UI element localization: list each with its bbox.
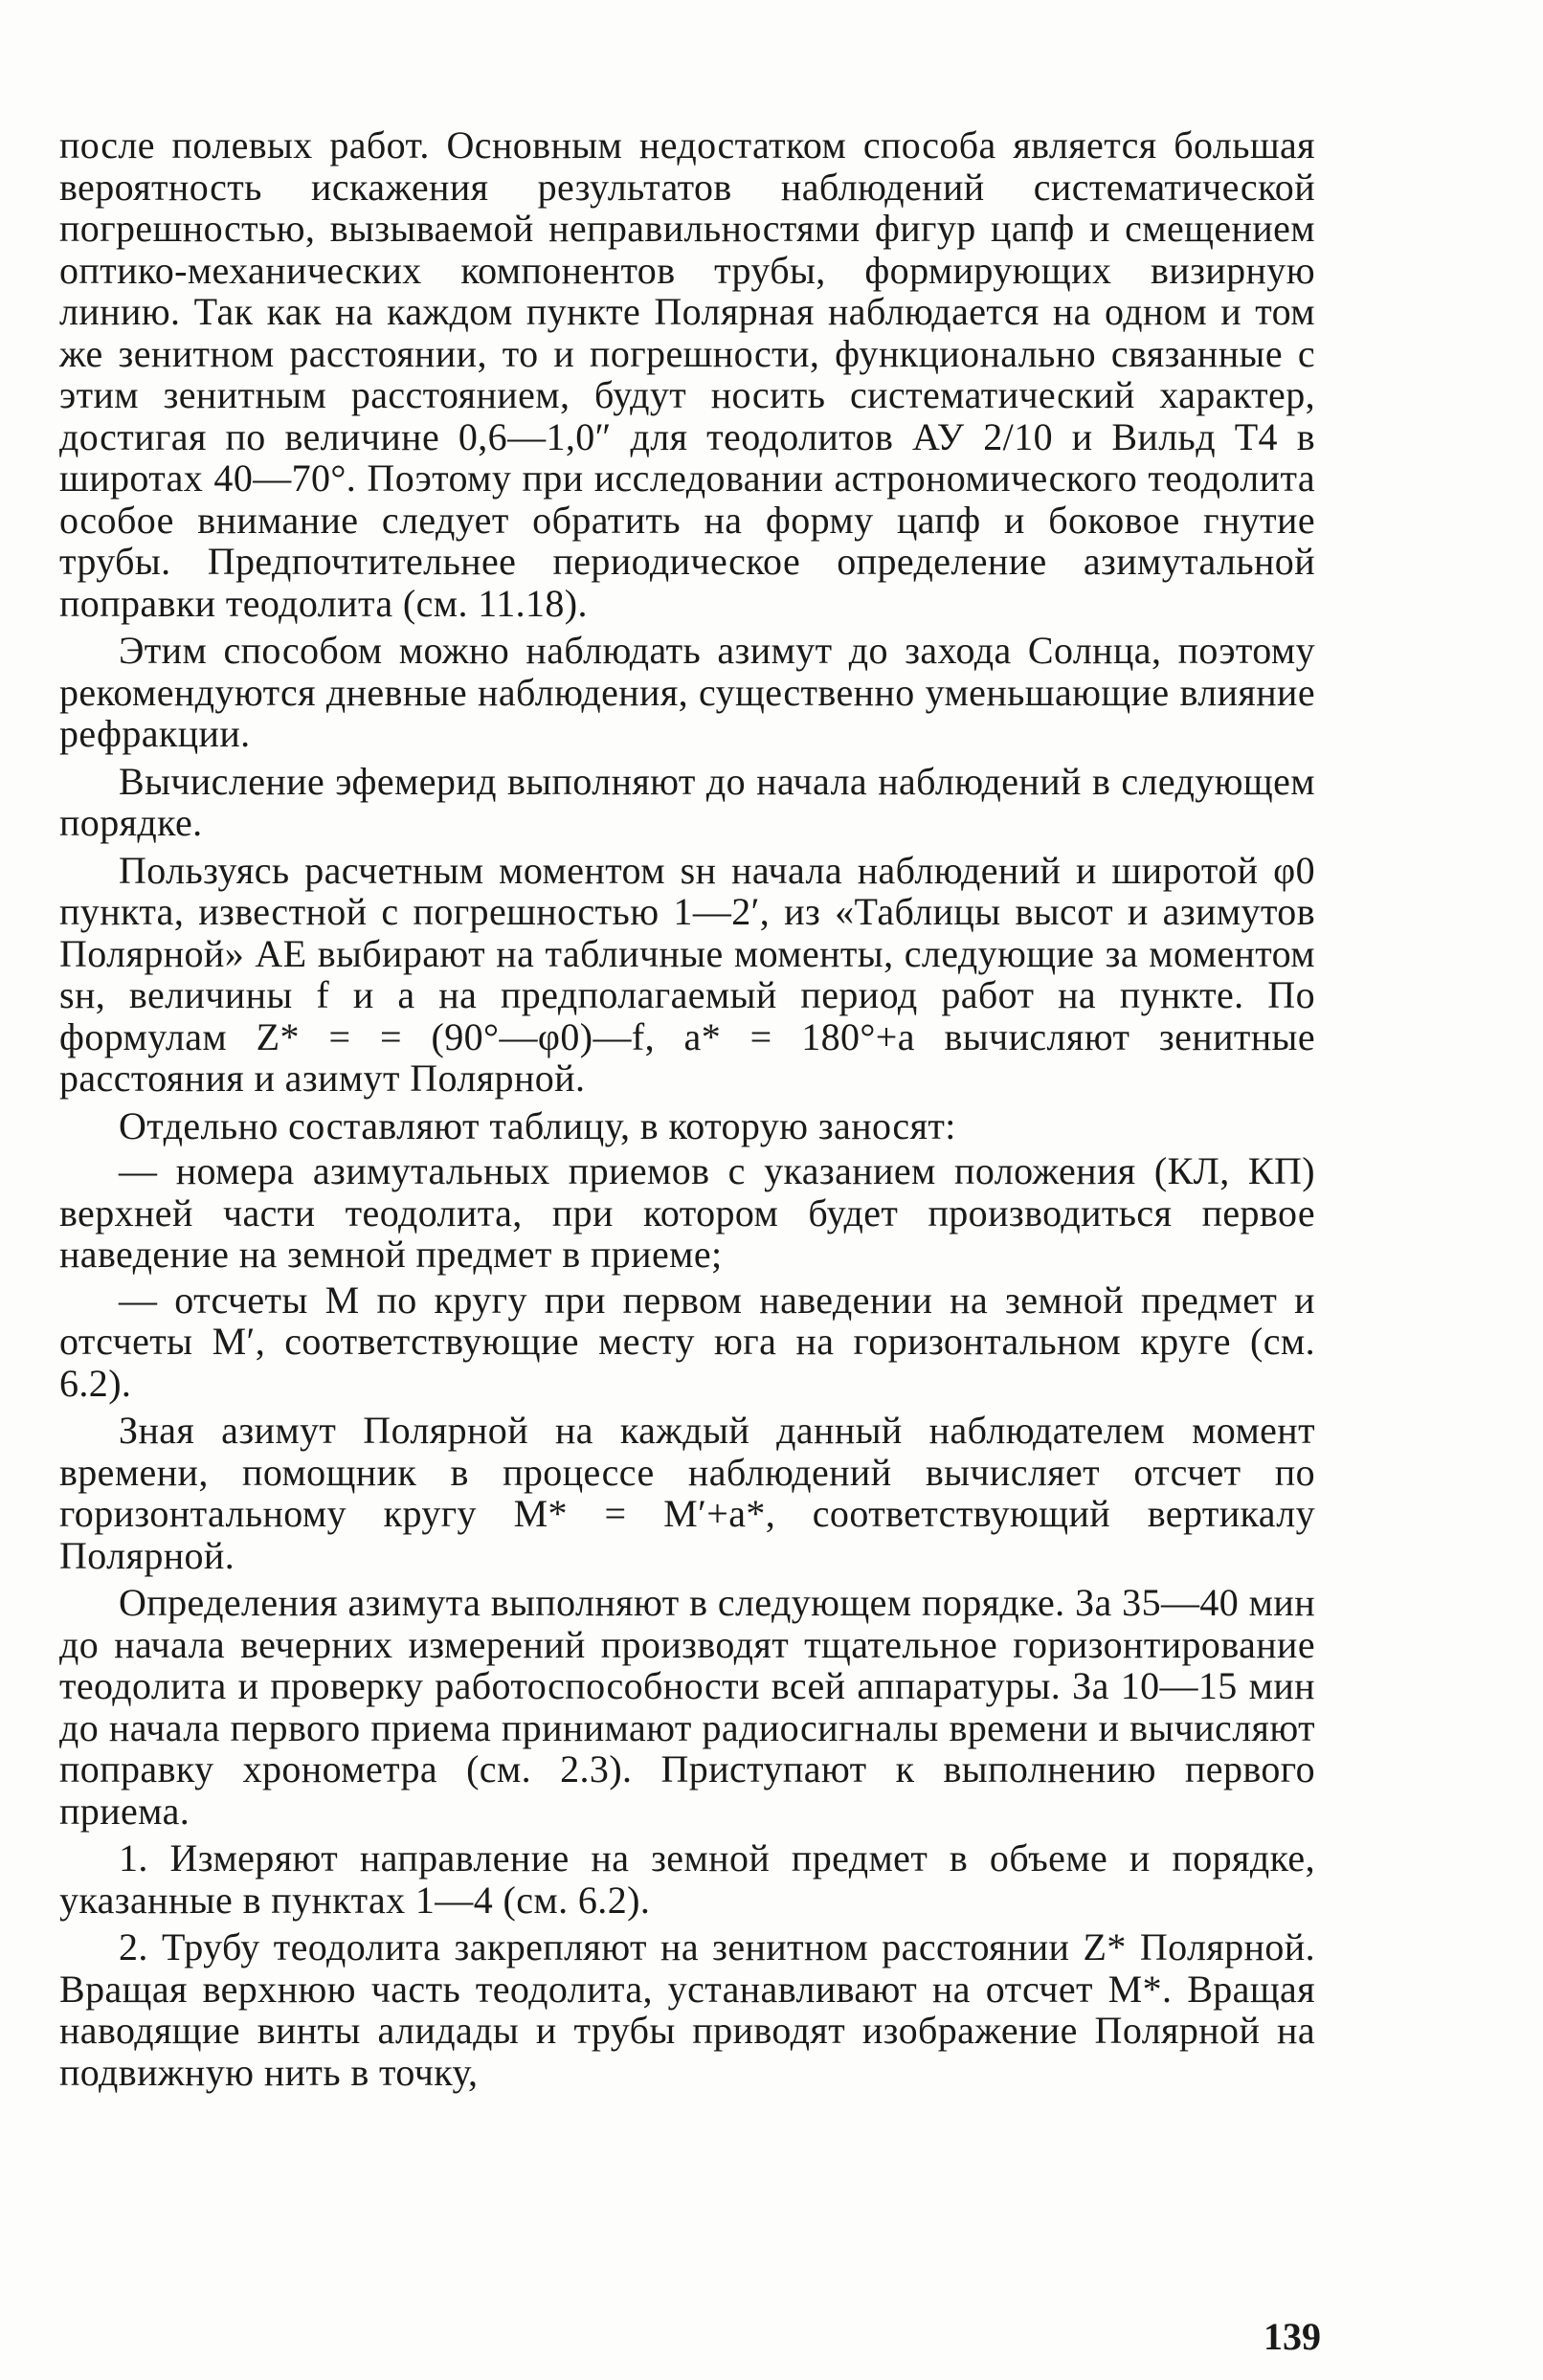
list-item-readings: — отсчеты M по кругу при первом наведении на земной предмет и отсчеты M′, соответствующие месту юга на горизонтальном круге (см. 6.2).: [59, 1278, 1315, 1405]
body-text: [59, 124, 1315, 2099]
paragraph-table-intro: Отдельно составляют таблицу, в которую заносят:: [119, 1103, 956, 1147]
paragraph-procedure: Определения азимута выполняют в следующем порядке. За 35—40 мин до начала вечерних измерений производят тщательное горизонтирование теодолита и проверку работоспособности всей аппаратуры. За 10—15 мин до начала первого приема принимают радиосигналы времени и вычисляют поправку хронометра (см. 2.3). Приступают к выполнению первого приема.: [59, 1581, 1315, 1833]
step-1: 1. Измеряют направление на земной предмет в объеме и порядке, указанные в пунктах 1—4 (см. 6.2).: [59, 1836, 1315, 1922]
paragraph-table-values: Пользуясь расчетным моментом sн начала наблюдений и широтой φ0 пункта, известной с погрешностью 1—2′, из «Таблицы высот и азимутов Полярной» АЕ выбирают на табличные моменты, следующие за моментом sн, величины f и a на предполагаемый период работ на пункте. По формулам Z* = = (90°—φ0)—f, a* = 180°+a вычисляют зенитные расстояния и азимут Полярной.: [59, 848, 1315, 1100]
paragraph-assistant: Зная азимут Полярной на каждый данный наблюдателем момент времени, помощник в процессе наблюдений вычисляет отсчет по горизонтальному кругу M* = M′+a*, соответствующий вертикалу Полярной.: [59, 1409, 1315, 1577]
list-item-reception-numbers: — номера азимутальных приемов с указанием положения (КЛ, КП) верхней части теодолита, при котором будет производиться первое наведение на земной предмет в приеме;: [59, 1149, 1315, 1276]
page-number: 139: [1263, 2315, 1321, 2358]
paragraph-sun: Этим способом можно наблюдать азимут до захода Солнца, поэтому рекомендуются дневные наблюдения, существенно уменьшающие влияние рефракции.: [59, 629, 1315, 755]
paragraph-ephemeris: Вычисление эфемерид выполняют до начала наблюдений в следующем порядке.: [59, 759, 1315, 844]
paragraph-continuation: после полевых работ. Основным недостатком способа является большая вероятность искажения результатов наблюдений систематической погрешностью, вызываемой неправильностями фигур цапф и смещением оптико-механических компонентов трубы, формирующих визирную линию. Так как на каждом пункте Полярная наблюдается на одном и том же зенитном расстоянии, то и погрешности, функционально связанные с этим зенитным расстоянием, будут носить систематический характер, достигая по величине 0,6—1,0″ для теодолитов АУ 2/10 и Вильд Т4 в широтах 40—70°. Поэтому при исследовании астрономического теодолита особое внимание следует обратить на форму цапф и боковое гнутие трубы. Предпочтительнее периодическое определение азимутальной поправки теодолита (см. 11.18).: [59, 123, 1315, 625]
step-2: 2. Трубу теодолита закрепляют на зенитном расстоянии Z* Полярной. Вращая верхнюю часть теодолита, устанавливают на отсчет M*. Вращая наводящие винты алидады и трубы приводят изображение Полярной на подвижную нить в точку,: [59, 1925, 1315, 2094]
